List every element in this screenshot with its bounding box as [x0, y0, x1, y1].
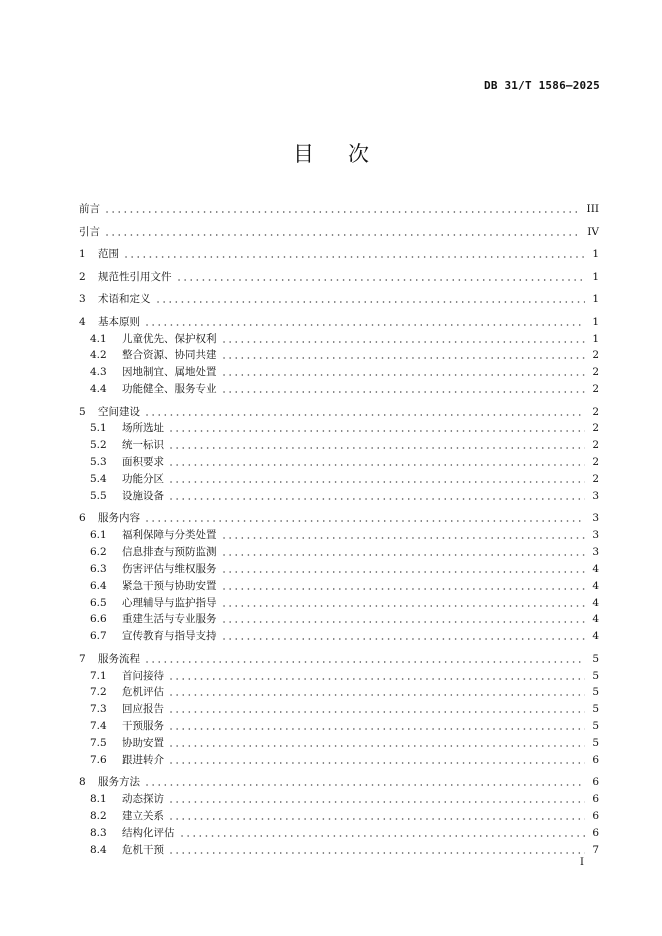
toc-entry-label: 干预服务 [122, 720, 164, 733]
dot-leader [168, 438, 585, 450]
toc-entry-page: 4 [592, 613, 599, 626]
toc-entry-number: 5.5 [90, 489, 107, 502]
toc-entry[interactable] [79, 824, 599, 841]
toc-entry-page: 7 [592, 843, 599, 856]
toc-entry[interactable] [79, 290, 599, 307]
dot-leader [221, 382, 586, 394]
toc-entry-page: 2 [592, 366, 599, 379]
toc-entry-page: 2 [592, 383, 599, 396]
toc-entry-page: 1 [592, 270, 599, 283]
toc-entry-page: 3 [592, 512, 599, 525]
document-code: DB 31/T 1586—2025 [484, 79, 600, 92]
toc-entry-number: 1 [79, 248, 86, 261]
toc-entry-number: 8.3 [90, 826, 107, 839]
toc-entry-label: 危机评估 [122, 686, 164, 699]
toc-entry[interactable] [79, 594, 599, 611]
dot-leader [221, 579, 586, 591]
toc-entry-number: 4.3 [90, 366, 107, 379]
dot-leader [221, 348, 586, 360]
toc-entry-page: IV [587, 225, 599, 238]
toc-entry-number: 5.3 [90, 456, 107, 469]
toc-entry-number: 6.1 [90, 529, 107, 542]
toc-entry-number: 4.1 [90, 332, 107, 345]
toc-entry-number: 7.5 [90, 736, 107, 749]
toc-entry[interactable] [79, 841, 599, 858]
toc-entry[interactable] [79, 509, 599, 526]
toc-entry-label: 范围 [98, 248, 119, 261]
toc-entry-number: 2 [79, 270, 86, 283]
toc-entry[interactable] [79, 346, 599, 363]
toc-entry-label: 福利保障与分类处置 [122, 529, 217, 542]
toc-entry[interactable] [79, 734, 599, 751]
toc-entry-label: 术语和定义 [98, 293, 151, 306]
toc-entry[interactable] [79, 268, 599, 285]
toc-entry-number: 6.2 [90, 546, 107, 558]
toc-entry-number: 4.4 [90, 383, 107, 396]
toc-entry-label: 跟进转介 [122, 753, 164, 766]
page-title: 目次 [293, 142, 403, 166]
toc-entry-label: 危机干预 [122, 843, 164, 856]
toc-entry[interactable] [79, 683, 599, 700]
page-number: I [580, 857, 584, 868]
toc-entry[interactable] [79, 667, 599, 684]
toc-entry-label: 建立关系 [122, 810, 164, 823]
toc-entry-page: 2 [592, 349, 599, 362]
toc-entry-page: 1 [592, 293, 599, 306]
toc-entry-label: 紧急干预与协助安置 [122, 579, 217, 592]
toc-entry-number: 5.4 [90, 472, 107, 485]
toc-entry-page: 4 [592, 562, 599, 575]
toc-entry-page: 4 [592, 596, 599, 609]
toc-entry-label: 信息排查与预防监测 [122, 546, 217, 558]
toc-entry[interactable] [79, 245, 599, 262]
dot-leader [221, 365, 586, 377]
toc-entry[interactable] [79, 419, 599, 436]
toc-entry-page: 2 [592, 439, 599, 452]
toc-entry-page: 1 [592, 315, 599, 328]
toc-entry-number: 6.3 [90, 562, 107, 575]
toc-entry-page: 4 [592, 630, 599, 643]
dot-leader [221, 545, 586, 557]
dot-leader [168, 809, 585, 821]
toc-entry[interactable] [79, 403, 599, 420]
toc-entry-number: 7.4 [90, 720, 107, 733]
dot-leader [168, 792, 585, 804]
toc-entry[interactable] [79, 790, 599, 807]
dot-leader [221, 629, 586, 641]
dot-leader [221, 562, 586, 574]
toc-entry-page: 5 [592, 703, 599, 716]
dot-leader [168, 736, 585, 748]
toc-entry-number: 8.2 [90, 810, 107, 823]
toc-entry[interactable] [79, 717, 599, 734]
toc-entry-page: 2 [592, 405, 599, 418]
toc-entry-number: 5 [79, 405, 86, 418]
dot-leader [221, 612, 586, 624]
toc-entry-label: 伤害评估与维权服务 [122, 562, 217, 575]
toc-entry-number: 4.2 [90, 349, 107, 362]
dot-leader [221, 528, 586, 540]
toc-entry-page: 5 [592, 652, 599, 665]
toc-entry-number: 8 [79, 776, 86, 789]
toc-entry-label: 服务流程 [98, 652, 140, 665]
dot-leader [168, 702, 585, 714]
toc-entry-label: 基本原则 [98, 315, 140, 328]
toc-entry-label: 前言 [79, 203, 100, 215]
toc-entry-label: 功能健全、服务专业 [122, 383, 217, 396]
toc-entry[interactable] [79, 470, 599, 487]
toc-entry-number: 3 [79, 293, 86, 306]
toc-entry-page: 4 [592, 579, 599, 592]
toc-entry[interactable] [79, 330, 599, 347]
dot-leader [104, 225, 581, 237]
toc-entry-page: 2 [592, 472, 599, 485]
toc-entry-label: 规范性引用文件 [98, 270, 172, 283]
toc-entry[interactable] [79, 560, 599, 577]
dot-leader [168, 421, 585, 433]
toc-entry-label: 重建生活与专业服务 [122, 613, 217, 626]
dot-leader [168, 719, 585, 731]
toc-entry-page: 5 [592, 686, 599, 699]
toc-entry-page: 6 [592, 826, 599, 839]
toc-entry[interactable] [79, 577, 599, 594]
dot-leader [221, 332, 586, 344]
toc-entry-page: 5 [592, 720, 599, 733]
toc-entry-number: 6.4 [90, 579, 107, 592]
toc-entry-label: 心理辅导与监护指导 [122, 596, 217, 609]
toc-entry-label: 统一标识 [122, 439, 164, 452]
toc-entry[interactable] [79, 751, 599, 768]
toc-entry[interactable] [79, 436, 599, 453]
toc-entry-label: 动态探访 [122, 793, 164, 806]
toc-entry-page: 3 [592, 546, 599, 558]
toc-entry[interactable] [79, 453, 599, 470]
dot-leader [168, 472, 585, 484]
dot-leader [123, 247, 585, 259]
toc-entry-label: 服务内容 [98, 512, 140, 525]
toc-entry[interactable] [79, 380, 599, 397]
dot-leader [221, 596, 586, 608]
dot-leader [144, 405, 585, 417]
toc-entry[interactable] [79, 487, 599, 504]
toc-entry-page: 5 [592, 669, 599, 682]
toc-entry-number: 7 [79, 652, 86, 665]
toc-entry-page: 6 [592, 776, 599, 789]
dot-leader [168, 455, 585, 467]
toc-entry[interactable] [79, 223, 599, 240]
dot-leader [168, 489, 585, 501]
dot-leader [168, 669, 585, 681]
toc-entry[interactable] [79, 807, 599, 824]
dot-leader [179, 826, 586, 838]
toc-entry-page: 1 [592, 332, 599, 345]
toc-entry-number: 6.5 [90, 596, 107, 609]
toc-entry-label: 设施设备 [122, 489, 164, 502]
toc-entry-number: 5.1 [90, 422, 107, 435]
toc-entry-number: 7.1 [90, 669, 107, 682]
toc-entry-page: 6 [592, 753, 599, 766]
toc-entry-label: 结构化评估 [122, 826, 175, 839]
toc-entry[interactable] [79, 543, 599, 560]
toc-entry-label: 回应报告 [122, 703, 164, 716]
toc-entry[interactable] [79, 313, 599, 330]
toc-entry[interactable] [79, 650, 599, 667]
toc-entry-page: III [586, 203, 599, 215]
dot-leader [168, 753, 585, 765]
toc-entry-page: 2 [592, 422, 599, 435]
toc-entry-label: 服务方法 [98, 776, 140, 789]
dot-leader [155, 292, 586, 304]
toc-entry-label: 空间建设 [98, 405, 140, 418]
toc-entry-label: 功能分区 [122, 472, 164, 485]
toc-entry-page: 2 [592, 456, 599, 469]
toc-entry-number: 4 [79, 315, 86, 328]
dot-leader [144, 652, 585, 664]
toc-entry-page: 1 [592, 248, 599, 261]
table-of-contents [79, 200, 599, 858]
dot-leader [168, 685, 585, 697]
toc-entry-label: 儿童优先、保护权利 [122, 332, 217, 345]
dot-leader [144, 775, 585, 787]
toc-entry-label: 首问接待 [122, 669, 164, 682]
toc-entry[interactable] [79, 773, 599, 790]
toc-entry-label: 因地制宜、属地处置 [122, 366, 217, 379]
dot-leader [176, 270, 586, 282]
toc-entry[interactable] [79, 200, 599, 217]
toc-entry-number: 8.4 [90, 843, 107, 856]
toc-entry-label: 引言 [79, 225, 100, 238]
toc-entry-label: 整合资源、协同共建 [122, 349, 217, 362]
toc-entry-label: 场所选址 [122, 422, 164, 435]
toc-entry[interactable] [79, 610, 599, 627]
toc-entry-number: 6 [79, 512, 86, 525]
toc-entry-page: 6 [592, 793, 599, 806]
toc-entry[interactable] [79, 526, 599, 543]
toc-entry[interactable] [79, 700, 599, 717]
toc-entry-number: 7.3 [90, 703, 107, 716]
dot-leader [104, 202, 581, 214]
dot-leader [144, 511, 585, 523]
dot-leader [144, 315, 585, 327]
toc-entry-page: 6 [592, 810, 599, 823]
toc-entry-number: 6.7 [90, 630, 107, 643]
toc-entry-number: 6.6 [90, 613, 107, 626]
toc-entry-label: 面积要求 [122, 456, 164, 469]
toc-entry[interactable] [79, 627, 599, 644]
toc-entry-number: 5.2 [90, 439, 107, 452]
toc-entry-number: 8.1 [90, 793, 107, 806]
toc-entry-label: 协助安置 [122, 736, 164, 749]
toc-entry[interactable] [79, 363, 599, 380]
dot-leader [168, 843, 585, 855]
toc-entry-number: 7.2 [90, 686, 107, 699]
toc-entry-page: 3 [592, 529, 599, 542]
toc-entry-label: 宣传教育与指导支持 [122, 630, 217, 643]
toc-entry-page: 3 [592, 489, 599, 502]
toc-entry-number: 7.6 [90, 753, 107, 766]
toc-entry-page: 5 [592, 736, 599, 749]
